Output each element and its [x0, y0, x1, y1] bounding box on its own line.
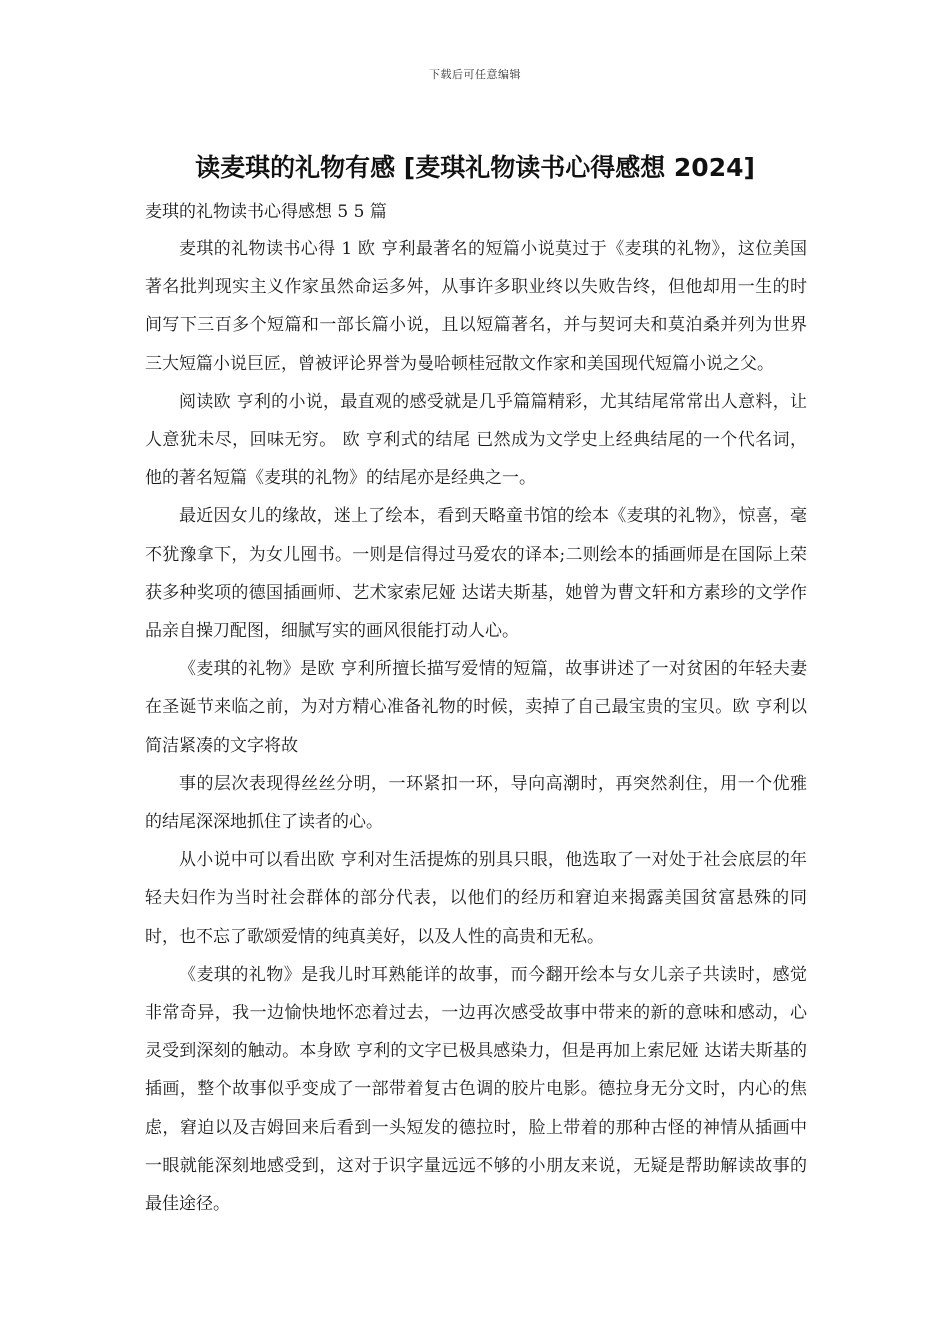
document-subtitle: 麦琪的礼物读书心得感想 5 5 篇	[145, 202, 387, 222]
paragraph: 最近因女儿的缘故，迷上了绘本，看到天略童书馆的绘本《麦琪的礼物》，惊喜，毫不犹豫拿下，为女儿囤书。一则是信得过马爱农的译本;二则绘本的插画师是在国际上荣获多种奖项的德国插画师、艺术家索尼娅 达诺夫斯基，她曾为曹文轩和方素珍的文学作品亲自操刀配图，细腻写实的画风很能打动人心。	[145, 506, 807, 642]
document-body	[145, 196, 807, 1223]
paragraph: 事的层次表现得丝丝分明，一环紧扣一环，导向高潮时，再突然刹住，用一个优雅的结尾深深地抓住了读者的心。	[145, 773, 807, 833]
paragraph: 《麦琪的礼物》是欧 亨利所擅长描写爱情的短篇，故事讲述了一对贫困的年轻夫妻在圣诞节来临之前，为对方精心准备礼物的时候，卖掉了自己最宝贵的宝贝。欧 亨利以简洁紧凑的文字将故	[145, 659, 807, 756]
paragraph: 《麦琪的礼物》是我儿时耳熟能详的故事，而今翻开绘本与女儿亲子共读时，感觉非常奇异，我一边愉快地怀恋着过去，一边再次感受故事中带来的新的意味和感动，心灵受到深刻的触动。本身欧 亨利的文字已极具感染力，但是再加上索尼娅 达诺夫斯基的插画，整个故事似乎变成了一部带着复古色调的胶片电影。德拉身无分文时，内心的焦虑，窘迫以及吉姆回来后看到一头短发的德拉时，脸上带着的那种古怪的神情从插画中一眼就能深刻地感受到，这对于识字量远远不够的小朋友来说，无疑是帮助解读故事的最佳途径。	[145, 964, 807, 1215]
paragraph: 从小说中可以看出欧 亨利对生活提炼的别具只眼，他选取了一对处于社会底层的年轻夫妇作为当时社会群体的部分代表，以他们的经历和窘迫来揭露美国贫富悬殊的同时，也不忘了歌颂爱情的纯真美好，以及人性的高贵和无私。	[145, 850, 807, 947]
paragraph: 阅读欧 亨利的小说，最直观的感受就是几乎篇篇精彩，尤其结尾常常出人意料，让人意犹未尽，回味无穷。 欧 亨利式的结尾 已然成为文学史上经典结尾的一个代名词，他的著名短篇《麦琪的礼物》的结尾亦是经典之一。	[145, 391, 807, 489]
paragraph: 麦琪的礼物读书心得 1 欧 亨利最著名的短篇小说莫过于《麦琪的礼物》，这位美国著名批判现实主义作家虽然命运多舛，从事许多职业终以失败告终，但他却用一生的时间写下三百多个短篇和一部长篇小说，且以短篇著名，并与契诃夫和莫泊桑并列为世界三大短篇小说巨匠，曾被评论界誉为曼哈顿桂冠散文作家和美国现代短篇小说之父。	[145, 239, 807, 374]
document-title: 读麦琪的礼物有感 [麦琪礼物读书心得感想 2024]	[195, 153, 755, 182]
header-note: 下载后可任意编辑	[429, 68, 521, 81]
